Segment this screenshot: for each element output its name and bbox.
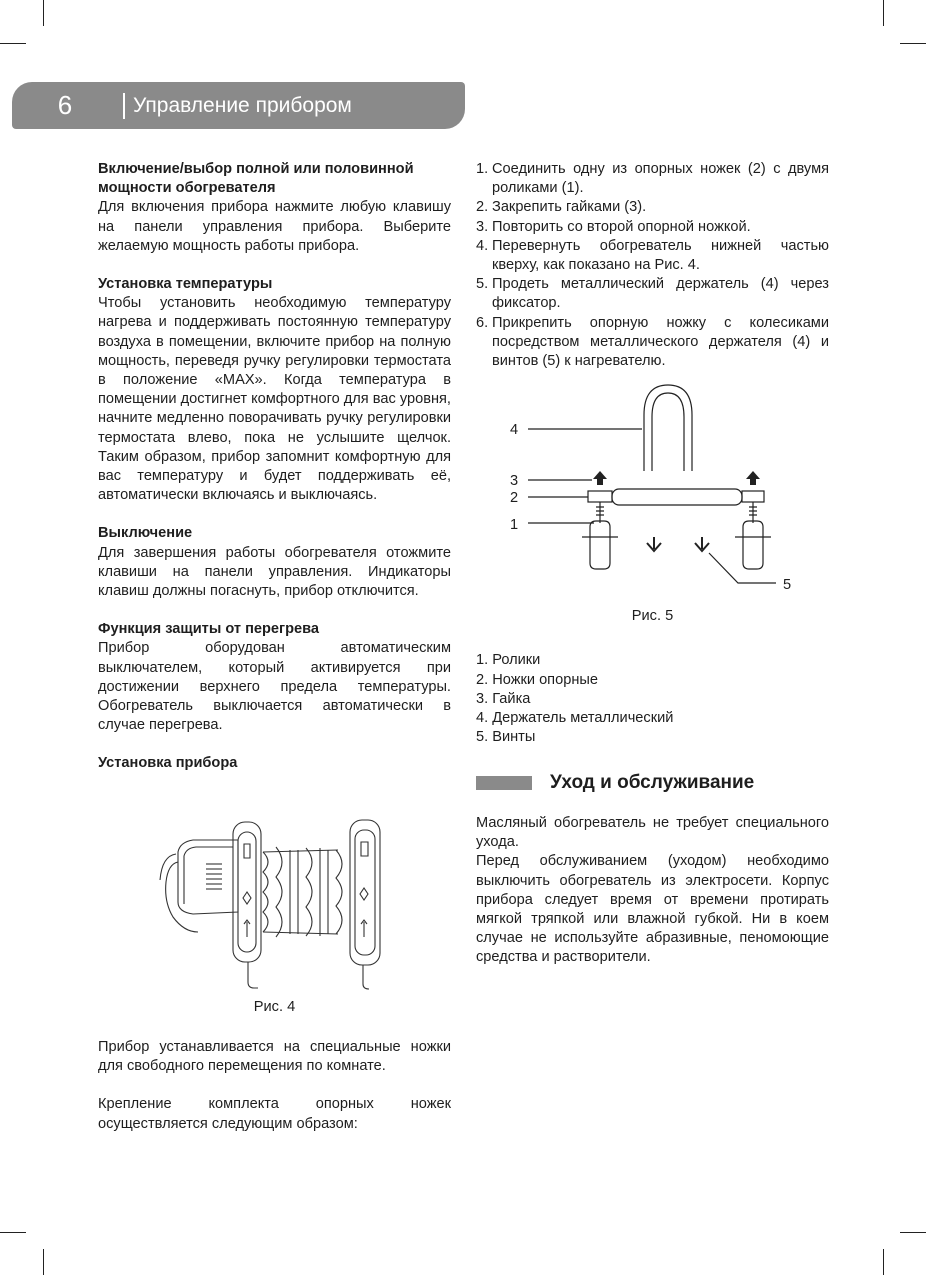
crop-mark: [0, 1232, 26, 1233]
label-3: 3: [510, 473, 519, 490]
list-item: 2. Ножки опорные: [476, 671, 598, 688]
section-temperature-text: Чтобы установить необходимую температуру нагрева и поддерживать постоянную температуру воздуха в помещении, включите прибор на полную мощность, переведя ручку регулировки термостата в положение «MAX». Когда температура в помещении достигнет комфортного для вас уровня, начните медленно поворачивать ручку регулировки термостата влево, пока не услышите щелчок. Таким образом, прибор запомнит комфортную для вас температуру и будет поддерживать её, автоматически включаясь и выключаясь.: [98, 295, 451, 504]
label-5: 5: [783, 577, 792, 594]
care-paragraph-2: Перед обслуживанием (уходом) необходимо выключить обогреватель из электросети. Корпус прибора следует время от времени протирать мягкой тряпкой или влажной губкой. Ни в коем случае не используйте абразивные, пеномоющие средства и растворители.: [476, 853, 829, 966]
section-overheat-text: Прибор оборудован автоматическим выключателем, который активируется при достижении верхнего предела температуры. Обогреватель выключается автоматически в случае перегрева.: [98, 640, 451, 734]
parts-list: [476, 651, 829, 747]
section-temperature-title: Установка температуры: [98, 276, 273, 293]
section-power-title: Включение/выбор полной или половинной мощности обогревателя: [98, 161, 414, 197]
list-item: 3. Повторить со второй опорной ножкой.: [476, 218, 751, 235]
heading-bar: [476, 776, 532, 790]
crop-mark: [900, 1232, 926, 1233]
care-section-heading: [476, 768, 836, 798]
figure-5-leg-assembly-diagram: [476, 377, 829, 605]
list-item: 2. Закрепить гайками (3).: [476, 199, 647, 216]
list-item: 5. Винты: [476, 729, 536, 746]
crop-mark: [0, 43, 26, 44]
care-section-body: [476, 814, 829, 968]
page-number: 6: [57, 90, 73, 120]
label-1: 1: [510, 517, 519, 534]
care-section-title: Уход и обслуживание: [550, 772, 755, 793]
section-off-title: Выключение: [98, 525, 193, 542]
crop-mark: [883, 1249, 884, 1275]
right-column: [476, 160, 829, 747]
list-item: 1. Ролики: [476, 652, 541, 669]
label-4: 4: [510, 422, 519, 439]
section-install-title: Установка прибора: [98, 755, 238, 772]
install-steps-list: [476, 160, 829, 371]
list-item: 3. Гайка: [476, 690, 531, 707]
list-item: 4. Перевернуть обогреватель нижней частью кверху, как показано на Рис. 4.: [476, 237, 829, 274]
section-overheat-title: Функция защиты от перегрева: [98, 621, 320, 638]
label-2: 2: [510, 490, 519, 507]
list-item: 5. Продеть металлический держатель (4) через фиксатор.: [476, 276, 829, 312]
list-item: 1. Соединить одну из опорных ножек (2) с двумя роликами (1).: [476, 161, 829, 197]
section-power-text: Для включения прибора нажмите любую клавишу на панели управления прибора. Выберите желаемую мощность работы прибора.: [98, 199, 451, 254]
crop-mark: [900, 43, 926, 44]
figure-4-caption: Рис. 4: [253, 998, 296, 1015]
install-paragraph-1: Прибор устанавливается на специальные ножки для свободного перемещения по комнате.: [98, 1038, 451, 1075]
care-paragraph-1: Масляный обогреватель не требует специального ухода.: [476, 815, 829, 851]
figure-4-heater-illustration: [98, 792, 451, 992]
section-off-text: Для завершения работы обогревателя отожмите клавиши на панели управления. Индикаторы клавиш должны погаснуть, прибор отключится.: [98, 544, 451, 600]
figure-5-caption: Рис. 5: [631, 608, 674, 625]
left-column: [98, 160, 451, 1134]
page-header: [12, 82, 465, 129]
list-item: 4. Держатель металлический: [476, 710, 674, 727]
header-divider: [123, 93, 125, 119]
install-paragraph-2: Крепление комплекта опорных ножек осуществляется следующим образом:: [98, 1096, 451, 1132]
crop-mark: [43, 0, 44, 26]
page-title: Управление прибором: [133, 94, 352, 117]
crop-mark: [883, 0, 884, 26]
crop-mark: [43, 1249, 44, 1275]
list-item: 6. Прикрепить опорную ножку с колесиками посредством металлического держателя (4) и винтов (5) к нагревателю.: [476, 314, 829, 370]
